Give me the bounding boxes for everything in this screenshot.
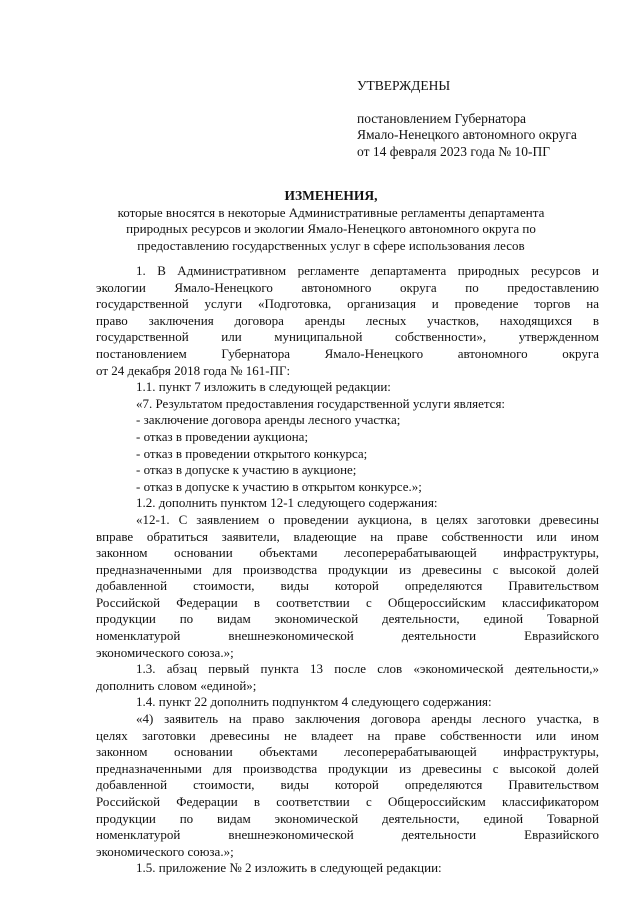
paragraph-line: дополнить словом «единой»;: [96, 677, 257, 693]
approval-line: от 14 февраля 2023 года № 10-ПГ: [357, 143, 550, 159]
paragraph-line: «7. Результатом предоставления государственной услуги является:: [136, 395, 506, 411]
paragraph-line: законном основании объектами лесоперерабатывающей инфраструктуры,: [96, 545, 599, 561]
paragraph-line: номенклатурой внешнеэкономической деятельности Евразийского: [96, 827, 599, 843]
paragraph-line: 1. В Административном регламенте департамента природных ресурсов и: [136, 263, 599, 278]
paragraph-line: - заключение договора аренды лесного участка;: [136, 412, 401, 428]
paragraph-line: государственной услуги «Подготовка, организация и проведение торгов на: [96, 296, 599, 312]
paragraph-line: «4) заявитель на право заключения договора аренды лесного участка, в: [136, 711, 599, 727]
paragraph-line: предназначенными для производства продукции из древесины с высокой долей: [96, 561, 599, 577]
document-subtitle-line: которые вносятся в некоторые Административные регламенты департамента: [117, 204, 545, 220]
paragraph-line: предназначенными для производства продукции из древесины с высокой долей: [96, 760, 599, 776]
paragraph-line: право заключения договора аренды лесных участков, находящихся в: [96, 312, 599, 328]
paragraph: [96, 462, 599, 479]
paragraph: [96, 495, 599, 512]
paragraph-line: - отказ в допуске к участию в открытом конкурсе.»;: [136, 478, 422, 494]
paragraph: [96, 860, 599, 877]
paragraph-line: законном основании объектами лесоперерабатывающей инфраструктуры,: [96, 744, 599, 760]
paragraph: [96, 711, 599, 860]
paragraph-line: экологии Ямало-Ненецкого автономного округа по предоставлению: [96, 279, 599, 295]
paragraph-line: - отказ в проведении открытого конкурса;: [136, 445, 368, 461]
paragraph-line: постановлением Губернатора Ямало-Ненецкого автономного округа: [96, 345, 599, 361]
paragraph-line: Российской Федерации в соответствии с Общероссийским классификатором: [96, 594, 599, 610]
document-title: ИЗМЕНЕНИЯ,: [284, 188, 378, 203]
paragraph: [96, 379, 599, 396]
document-subtitle-line: предоставлению государственных услуг в сфере использования лесов: [137, 237, 525, 253]
paragraph-line: 1.3. абзац первый пункта 13 после слов «экономической деятельности,»: [136, 661, 599, 677]
paragraph-line: 1.5. приложение № 2 изложить в следующей редакции:: [136, 860, 442, 876]
paragraph-line: - отказ в проведении аукциона;: [136, 428, 309, 444]
paragraph: [96, 412, 599, 429]
paragraph-line: 1.4. пункт 22 дополнить подпунктом 4 следующего содержания:: [136, 694, 492, 710]
paragraph: [96, 694, 599, 711]
paragraph: [96, 661, 599, 694]
paragraph-line: добавленной стоимости, виды которой определяются Правительством: [96, 777, 599, 793]
paragraph-line: государственной или муниципальной собственности», утвержденном: [96, 329, 599, 345]
paragraph-line: вправе обратиться заявители, владеющие на праве собственности или ином: [96, 528, 599, 544]
approval-heading: УТВЕРЖДЕНЫ: [357, 78, 451, 93]
paragraph: [96, 396, 599, 413]
paragraph-line: экономического союза.»;: [96, 644, 234, 660]
paragraph: [96, 263, 599, 379]
paragraph-line: 1.1. пункт 7 изложить в следующей редакции:: [136, 379, 391, 395]
paragraph-line: продукции по видам экономической деятельности, единой Товарной: [96, 611, 599, 627]
paragraph-line: «12-1. С заявлением о проведении аукциона, в целях заготовки древесины: [136, 511, 599, 527]
document-body: [96, 263, 599, 877]
paragraph: [96, 479, 599, 496]
paragraph-line: номенклатурой внешнеэкономической деятельности Евразийского: [96, 628, 599, 644]
title-block: [96, 188, 566, 254]
paragraph-line: экономического союза.»;: [96, 843, 234, 859]
approval-block: [357, 78, 577, 160]
paragraph-line: от 24 декабря 2018 года № 161-ПГ:: [96, 362, 291, 378]
paragraph: [96, 429, 599, 446]
paragraph-line: продукции по видам экономической деятельности, единой Товарной: [96, 810, 599, 826]
approval-line: Ямало-Ненецкого автономного округа: [357, 127, 577, 143]
paragraph: [96, 446, 599, 463]
paragraph: [96, 512, 599, 661]
document-subtitle-line: природных ресурсов и экологии Ямало-Ненецкого автономного округа по: [126, 221, 536, 237]
paragraph-line: добавленной стоимости, виды которой определяются Правительством: [96, 578, 599, 594]
approval-line: постановлением Губернатора: [357, 110, 526, 126]
paragraph-line: Российской Федерации в соответствии с Общероссийским классификатором: [96, 794, 599, 809]
paragraph-line: - отказ в допуске к участию в аукционе;: [136, 462, 357, 478]
paragraph-line: целях заготовки древесины не владеет на праве собственности или ином: [96, 727, 599, 743]
paragraph-line: 1.2. дополнить пунктом 12-1 следующего содержания:: [136, 495, 438, 511]
